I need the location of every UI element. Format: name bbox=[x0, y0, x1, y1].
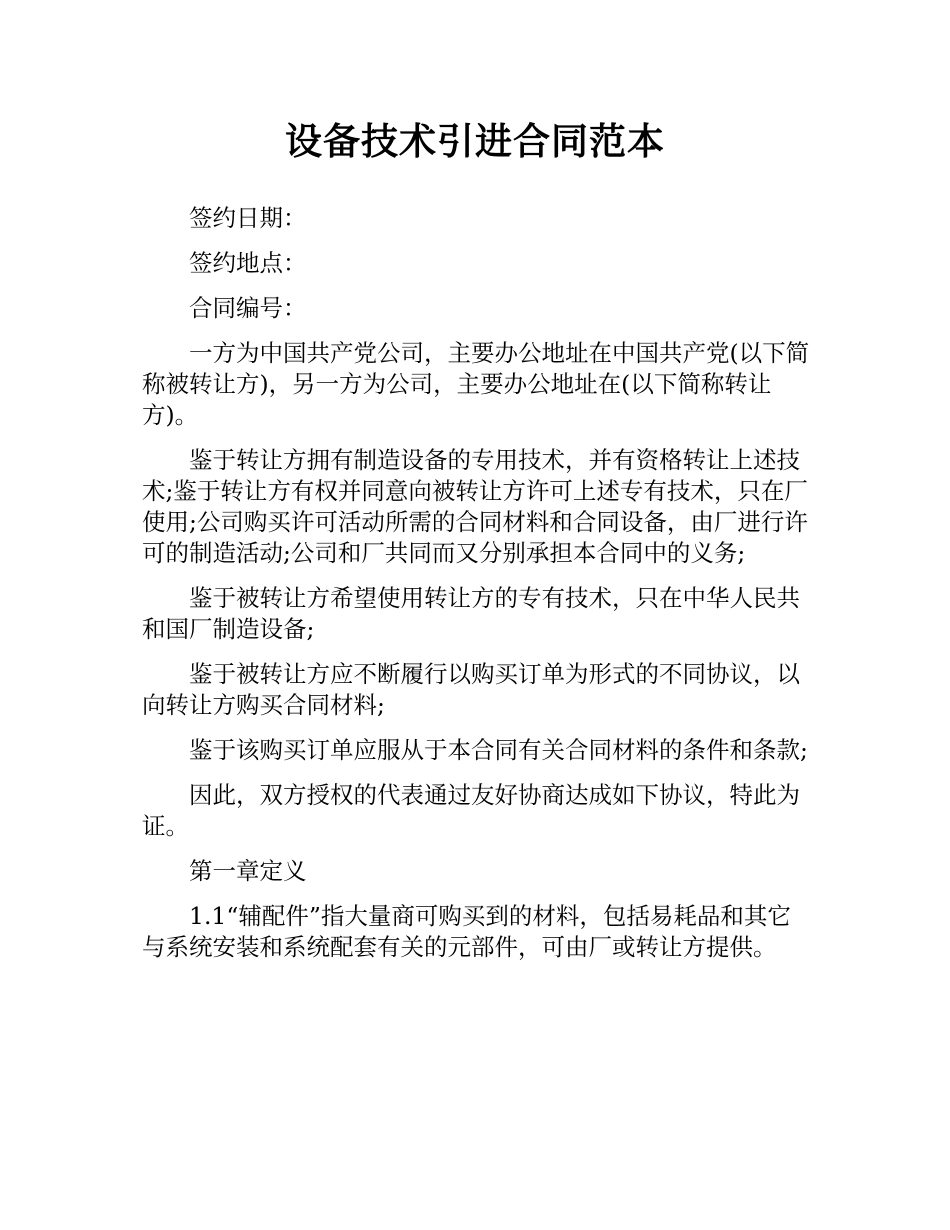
chapter-heading: 第一章定义 bbox=[189, 857, 307, 885]
signing-date-field: 签约日期： bbox=[189, 204, 307, 232]
document-body bbox=[142, 203, 814, 977]
document-title: 设备技术引进合同范本 bbox=[285, 120, 665, 163]
recital-paragraph: 鉴于转让方拥有制造设备的专用技术，并有资格转让上述技术;鉴于转让方有权并同意向被转让方许可上述专有技术，只在厂使用;公司购买许可活动所需的合同材料和合同设备，由厂进行许可的制造活动;公司和厂共同而又分别承担本合同中的义务; bbox=[142, 446, 808, 567]
recital-paragraph: 鉴于被转让方希望使用转让方的专有技术，只在中华人民共和国厂制造设备; bbox=[142, 584, 800, 643]
signing-location-field: 签约地点： bbox=[189, 249, 307, 277]
agreement-paragraph: 因此，双方授权的代表通过友好协商达成如下协议，特此为证。 bbox=[142, 781, 800, 840]
definition-clause: 1.1“辅配件”指大量商可购买到的材料，包括易耗品和其它与系统安装和系统配套有关的元部件，可由厂或转让方提供。 bbox=[142, 902, 791, 961]
recital-paragraph: 鉴于该购买订单应服从于本合同有关合同材料的条件和条款; bbox=[189, 736, 808, 764]
recital-paragraph: 鉴于被转让方应不断履行以购买订单为形式的不同协议，以向转让方购买合同材料; bbox=[142, 660, 800, 719]
parties-paragraph: 一方为中国共产党公司，主要办公地址在中国共产党(以下简称被转让方)，另一方为公司，主要办公地址在(以下简称转让方)。 bbox=[142, 339, 810, 429]
contract-number-field: 合同编号： bbox=[189, 294, 307, 322]
